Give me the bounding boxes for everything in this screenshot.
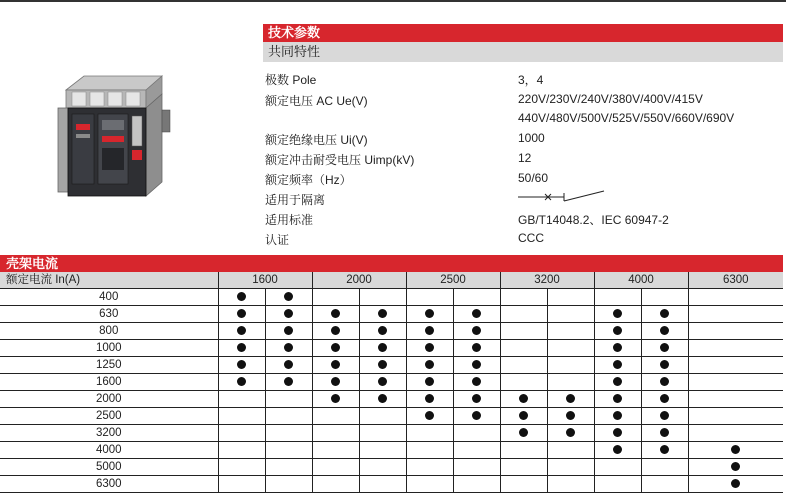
spec-label-insulation: 额定绝缘电压 Ui(V) [265, 133, 368, 147]
available-dot-icon [472, 411, 481, 420]
availability-cell [594, 391, 641, 408]
available-dot-icon [284, 360, 293, 369]
available-dot-icon [660, 326, 669, 335]
available-dot-icon [613, 445, 622, 454]
available-dot-icon [472, 377, 481, 386]
availability-cell [594, 323, 641, 340]
table-row [0, 374, 783, 391]
availability-cell [641, 306, 688, 323]
availability-cell [500, 323, 547, 340]
availability-cell [688, 442, 783, 459]
available-dot-icon [378, 326, 387, 335]
availability-cell [406, 442, 453, 459]
availability-cell [594, 459, 641, 476]
availability-cell [406, 289, 453, 306]
availability-cell [312, 459, 359, 476]
spec-value-frequency: 50/60 [518, 171, 549, 185]
frame-header-2500: 2500 [406, 272, 500, 289]
rated-current-cell: 3200 [0, 425, 218, 442]
availability-cell [406, 408, 453, 425]
available-dot-icon [378, 360, 387, 369]
availability-cell [265, 459, 312, 476]
availability-cell [453, 425, 500, 442]
table-row [0, 459, 783, 476]
spec-value-insulation: 1000 [518, 131, 545, 145]
availability-cell [312, 289, 359, 306]
rated-current-cell: 630 [0, 306, 218, 323]
available-dot-icon [519, 411, 528, 420]
availability-cell [688, 459, 783, 476]
available-dot-icon [331, 343, 340, 352]
available-dot-icon [731, 462, 740, 471]
availability-cell [359, 476, 406, 493]
availability-cell [547, 408, 594, 425]
availability-cell [265, 408, 312, 425]
availability-cell [359, 425, 406, 442]
available-dot-icon [613, 343, 622, 352]
available-dot-icon [566, 411, 575, 420]
availability-cell [406, 374, 453, 391]
availability-cell [218, 306, 265, 323]
available-dot-icon [331, 377, 340, 386]
available-dot-icon [660, 343, 669, 352]
availability-cell [453, 408, 500, 425]
availability-cell [312, 306, 359, 323]
frame-header-2000: 2000 [312, 272, 406, 289]
availability-cell [547, 323, 594, 340]
availability-cell [500, 289, 547, 306]
availability-cell [453, 391, 500, 408]
available-dot-icon [660, 377, 669, 386]
table-row [0, 408, 783, 425]
availability-cell [218, 476, 265, 493]
availability-cell [218, 323, 265, 340]
availability-cell [594, 476, 641, 493]
rated-current-header: 额定电流 In(A) [0, 272, 218, 289]
availability-cell [688, 391, 783, 408]
availability-cell [453, 442, 500, 459]
availability-cell [359, 323, 406, 340]
available-dot-icon [237, 377, 246, 386]
availability-cell [265, 323, 312, 340]
availability-cell [218, 289, 265, 306]
available-dot-icon [566, 394, 575, 403]
availability-cell [641, 289, 688, 306]
availability-cell [453, 340, 500, 357]
availability-cell [547, 442, 594, 459]
available-dot-icon [425, 360, 434, 369]
top-rule [0, 0, 786, 2]
available-dot-icon [613, 377, 622, 386]
available-dot-icon [660, 309, 669, 318]
availability-cell [265, 306, 312, 323]
availability-cell [688, 306, 783, 323]
rated-current-cell: 1250 [0, 357, 218, 374]
available-dot-icon [472, 309, 481, 318]
availability-cell [312, 340, 359, 357]
spec-subtitle: 共同特性 [263, 42, 783, 62]
available-dot-icon [660, 428, 669, 437]
available-dot-icon [331, 326, 340, 335]
availability-cell [312, 357, 359, 374]
spec-label-impulse: 额定冲击耐受电压 Uimp(kV) [265, 153, 415, 167]
table-row [0, 289, 783, 306]
availability-cell [406, 340, 453, 357]
frame-header-6300: 6300 [688, 272, 783, 289]
availability-cell [500, 408, 547, 425]
availability-cell [312, 408, 359, 425]
available-dot-icon [284, 343, 293, 352]
available-dot-icon [613, 326, 622, 335]
rated-current-cell: 5000 [0, 459, 218, 476]
availability-cell [265, 391, 312, 408]
rated-current-cell: 6300 [0, 476, 218, 493]
availability-cell [547, 425, 594, 442]
available-dot-icon [425, 326, 434, 335]
availability-cell [359, 391, 406, 408]
availability-cell [641, 425, 688, 442]
availability-cell [265, 442, 312, 459]
availability-cell [359, 340, 406, 357]
availability-cell [547, 306, 594, 323]
spec-value-impulse: 12 [518, 151, 532, 165]
table-row [0, 425, 783, 442]
rated-current-cell: 2500 [0, 408, 218, 425]
availability-cell [312, 442, 359, 459]
frame-header-4000: 4000 [594, 272, 688, 289]
available-dot-icon [378, 309, 387, 318]
availability-cell [265, 357, 312, 374]
availability-cell [641, 323, 688, 340]
availability-cell [594, 357, 641, 374]
availability-cell [688, 289, 783, 306]
availability-cell [453, 459, 500, 476]
available-dot-icon [425, 377, 434, 386]
circuit-breaker-image [54, 70, 176, 198]
availability-cell [500, 425, 547, 442]
available-dot-icon [237, 343, 246, 352]
available-dot-icon [472, 326, 481, 335]
available-dot-icon [378, 377, 387, 386]
availability-cell [218, 374, 265, 391]
available-dot-icon [519, 428, 528, 437]
availability-cell [359, 289, 406, 306]
available-dot-icon [237, 309, 246, 318]
available-dot-icon [613, 428, 622, 437]
spec-label-certification: 认证 [265, 233, 290, 247]
availability-cell [406, 476, 453, 493]
availability-cell [359, 442, 406, 459]
availability-cell [406, 323, 453, 340]
availability-cell [218, 408, 265, 425]
availability-cell [547, 289, 594, 306]
spec-label-standard: 适用标准 [265, 213, 314, 227]
frame-header-1600: 1600 [218, 272, 312, 289]
availability-cell [218, 391, 265, 408]
availability-cell [641, 442, 688, 459]
available-dot-icon [731, 445, 740, 454]
availability-cell [359, 459, 406, 476]
availability-cell [453, 323, 500, 340]
availability-cell [547, 357, 594, 374]
availability-cell [594, 289, 641, 306]
availability-cell [641, 408, 688, 425]
availability-cell [453, 306, 500, 323]
availability-cell [453, 374, 500, 391]
availability-cell [500, 476, 547, 493]
availability-cell [641, 374, 688, 391]
spec-label-voltage: 额定电压 AC Ue(V) [265, 94, 368, 108]
spec-value-voltage-1: 220V/230V/240V/380V/400V/415V [518, 92, 703, 106]
availability-cell [594, 408, 641, 425]
frame-current-title: 壳架电流 [0, 255, 783, 272]
availability-cell [688, 374, 783, 391]
available-dot-icon [660, 445, 669, 454]
available-dot-icon [284, 377, 293, 386]
availability-cell [594, 442, 641, 459]
availability-cell [500, 459, 547, 476]
availability-cell [500, 306, 547, 323]
table-row [0, 476, 783, 493]
available-dot-icon [472, 394, 481, 403]
availability-cell [359, 374, 406, 391]
availability-cell [312, 323, 359, 340]
available-dot-icon [472, 360, 481, 369]
frame-header-3200: 3200 [500, 272, 594, 289]
availability-cell [218, 340, 265, 357]
spec-label-isolation: 适用于隔离 [265, 193, 326, 207]
rated-current-cell: 4000 [0, 442, 218, 459]
available-dot-icon [660, 394, 669, 403]
available-dot-icon [660, 360, 669, 369]
availability-cell [547, 476, 594, 493]
available-dot-icon [613, 360, 622, 369]
available-dot-icon [519, 394, 528, 403]
spec-value-pole: 3，4 [518, 73, 544, 87]
availability-cell [547, 459, 594, 476]
available-dot-icon [613, 411, 622, 420]
table-row [0, 306, 783, 323]
available-dot-icon [425, 394, 434, 403]
available-dot-icon [613, 309, 622, 318]
isolator-symbol-icon [518, 190, 606, 204]
spec-value-certification: CCC [518, 231, 544, 245]
availability-cell [641, 476, 688, 493]
availability-cell [265, 340, 312, 357]
availability-cell [641, 459, 688, 476]
availability-cell [688, 425, 783, 442]
availability-cell [594, 306, 641, 323]
availability-cell [594, 425, 641, 442]
availability-cell [406, 357, 453, 374]
availability-cell [500, 357, 547, 374]
available-dot-icon [613, 394, 622, 403]
available-dot-icon [237, 326, 246, 335]
available-dot-icon [331, 360, 340, 369]
table-row [0, 442, 783, 459]
availability-cell [218, 425, 265, 442]
rated-current-cell: 2000 [0, 391, 218, 408]
table-row [0, 340, 783, 357]
rated-current-cell: 800 [0, 323, 218, 340]
available-dot-icon [237, 360, 246, 369]
availability-cell [453, 357, 500, 374]
table-row [0, 357, 783, 374]
availability-cell [547, 374, 594, 391]
availability-cell [218, 442, 265, 459]
availability-cell [641, 357, 688, 374]
available-dot-icon [284, 326, 293, 335]
availability-cell [406, 459, 453, 476]
availability-cell [641, 391, 688, 408]
availability-cell [359, 408, 406, 425]
availability-cell [688, 476, 783, 493]
available-dot-icon [425, 343, 434, 352]
available-dot-icon [660, 411, 669, 420]
table-row [0, 391, 783, 408]
availability-cell [265, 425, 312, 442]
availability-cell [688, 340, 783, 357]
available-dot-icon [237, 292, 246, 301]
availability-cell [265, 374, 312, 391]
availability-cell [312, 425, 359, 442]
availability-cell [594, 374, 641, 391]
availability-cell [406, 391, 453, 408]
availability-cell [218, 357, 265, 374]
availability-cell [359, 306, 406, 323]
available-dot-icon [566, 428, 575, 437]
availability-cell [594, 340, 641, 357]
availability-cell [547, 340, 594, 357]
availability-cell [500, 340, 547, 357]
spec-label-pole: 极数 Pole [265, 73, 317, 87]
available-dot-icon [284, 309, 293, 318]
availability-cell [312, 391, 359, 408]
available-dot-icon [284, 292, 293, 301]
spec-title: 技术参数 [263, 24, 783, 42]
availability-cell [453, 476, 500, 493]
availability-cell [406, 425, 453, 442]
availability-cell [265, 476, 312, 493]
availability-cell [218, 459, 265, 476]
availability-cell [265, 289, 312, 306]
available-dot-icon [331, 394, 340, 403]
rated-current-cell: 1000 [0, 340, 218, 357]
availability-cell [688, 408, 783, 425]
availability-cell [500, 391, 547, 408]
frame-current-table [0, 272, 783, 493]
rated-current-cell: 1600 [0, 374, 218, 391]
rated-current-cell: 400 [0, 289, 218, 306]
available-dot-icon [731, 479, 740, 488]
availability-cell [406, 306, 453, 323]
availability-cell [688, 323, 783, 340]
available-dot-icon [378, 343, 387, 352]
availability-cell [500, 374, 547, 391]
availability-cell [500, 442, 547, 459]
available-dot-icon [378, 394, 387, 403]
available-dot-icon [331, 309, 340, 318]
availability-cell [547, 391, 594, 408]
availability-cell [641, 340, 688, 357]
spec-value-voltage-2: 440V/480V/500V/525V/550V/660V/690V [518, 111, 735, 125]
availability-cell [453, 289, 500, 306]
availability-cell [359, 357, 406, 374]
availability-cell [312, 374, 359, 391]
available-dot-icon [472, 343, 481, 352]
availability-cell [312, 476, 359, 493]
spec-value-standard: GB/T14048.2、IEC 60947-2 [518, 213, 669, 227]
table-row [0, 323, 783, 340]
available-dot-icon [425, 411, 434, 420]
spec-label-frequency: 额定频率（Hz） [265, 173, 352, 187]
availability-cell [688, 357, 783, 374]
available-dot-icon [425, 309, 434, 318]
